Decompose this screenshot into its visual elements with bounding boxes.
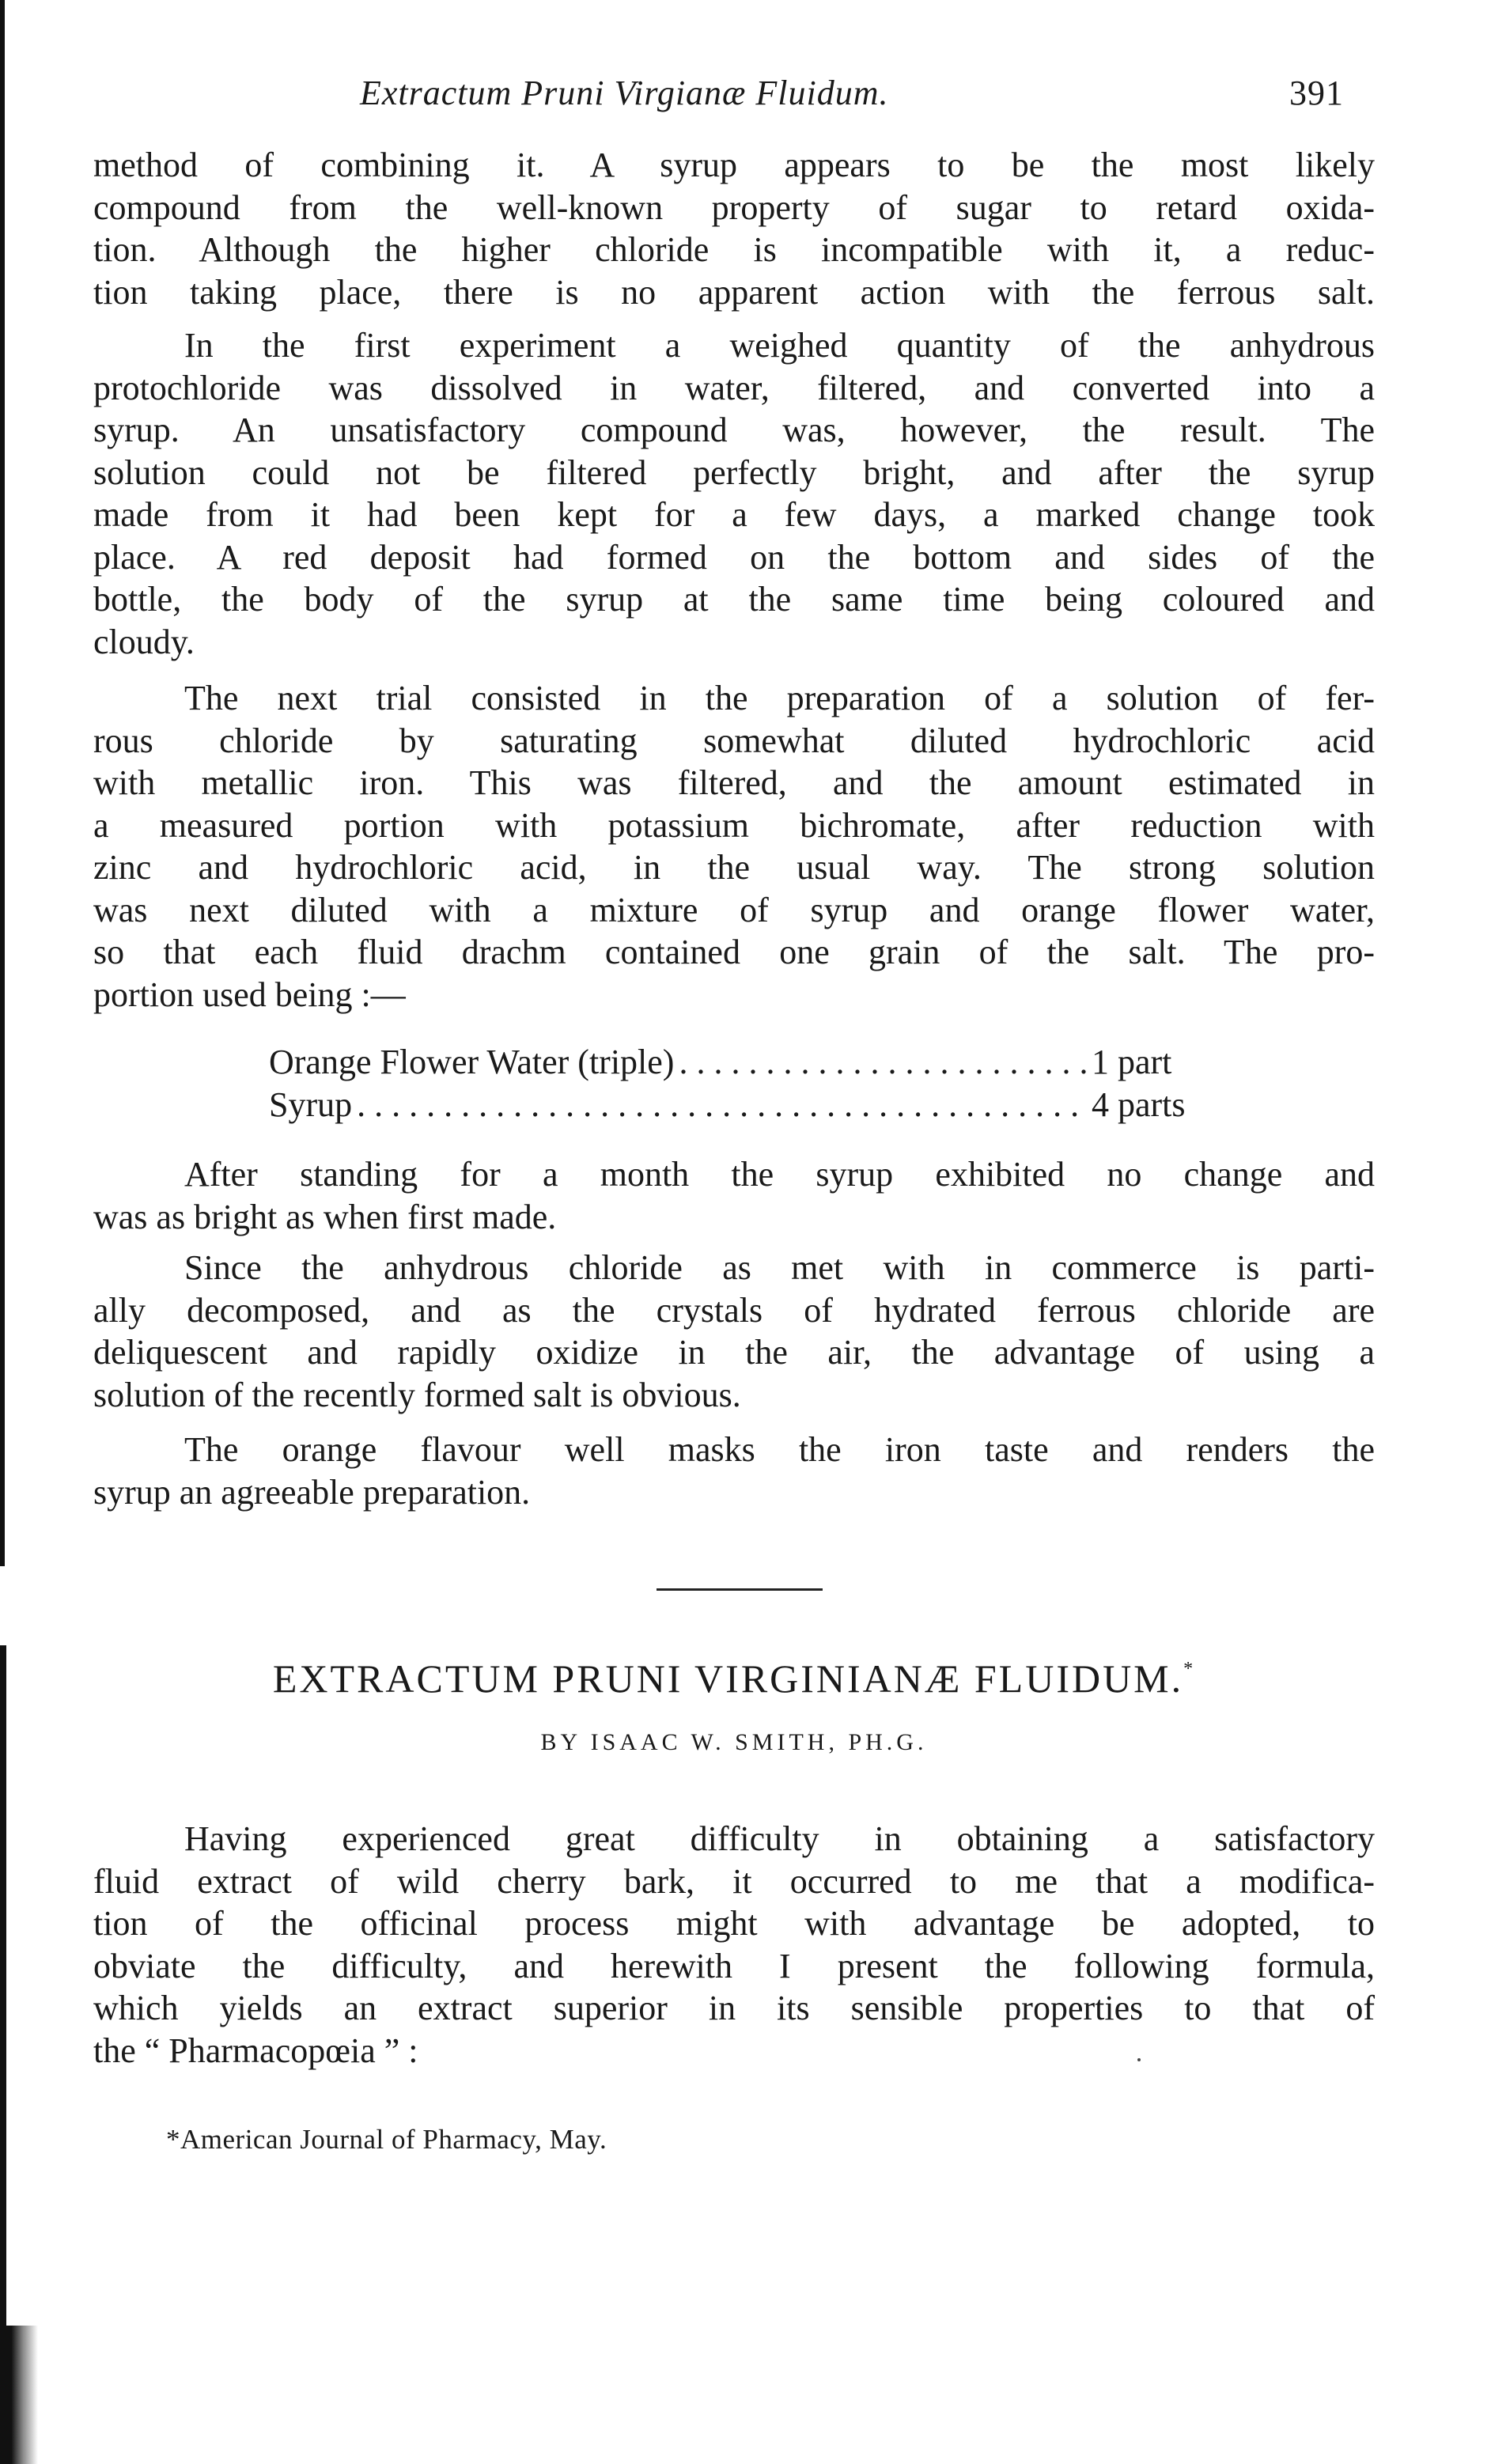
text-line: Since the anhydrous chloride as met with in commerce is parti- [184, 1248, 1375, 1287]
text-line: which yields an extract superior in its sensible properties to that of [93, 1989, 1375, 2027]
text-line: obviate the difficulty, and herewith I present the following formula, [93, 1946, 1375, 1985]
text-line: a measured portion with potassium bichromate, after reduction with [93, 805, 1375, 845]
text-line: tion. Although the higher chloride is incompatible with it, a reduc- [93, 230, 1375, 269]
proportion-row [269, 1041, 1226, 1084]
article-title [93, 1641, 1375, 1706]
stray-mark [1137, 2058, 1141, 2061]
text-line: solution could not be filtered perfectly bright, and after the syrup [93, 452, 1375, 492]
proportion-table [269, 1041, 1226, 1126]
text-line: The next trial consisted in the preparation of a solution of fer- [184, 679, 1375, 717]
ingredient-name: Syrup [269, 1084, 353, 1124]
scan-edge-blot [0, 2326, 38, 2464]
text-line: bottle, the body of the syrup at the same time being coloured and [93, 580, 1375, 619]
text-line: syrup. An unsatisfactory compound was, however, the result. The [93, 411, 1375, 449]
ingredient-name: Orange Flower Water (triple) [269, 1043, 675, 1081]
paragraph-4 [93, 1153, 1375, 1238]
ingredient-quantity: 4 parts [1092, 1084, 1186, 1124]
leader-dots [357, 1084, 1087, 1126]
text-line: syrup an agreeable preparation. [93, 1472, 531, 1512]
text-line: protochloride was dissolved in water, filtered, and converted into a [93, 368, 1375, 407]
ingredient-quantity: 1 part [1092, 1043, 1172, 1081]
text-line: ally decomposed, and as the crystals of hydrated ferrous chloride are [93, 1290, 1375, 1330]
text-line: The orange flavour well masks the iron taste and renders the [184, 1430, 1375, 1469]
text-line: cloudy. [93, 622, 195, 661]
text-line: deliquescent and rapidly oxidize in the air, the advantage of using a [93, 1333, 1375, 1372]
running-title: Extractum Pruni Virgianæ Fluidum. [360, 74, 889, 112]
paragraph-1 [93, 144, 1375, 313]
text-line: tion of the officinal process might with advantage be adopted, to [93, 1904, 1375, 1943]
text-line: In the first experiment a weighed quantity of the anhydrous [184, 326, 1375, 365]
page-number: 391 [1289, 74, 1344, 112]
text-line: method of combining it. A syrup appears to be the most likely [93, 146, 1375, 184]
section-divider [657, 1588, 823, 1591]
paragraph-2 [93, 324, 1375, 663]
scan-edge-top [0, 0, 5, 1566]
text-line: compound from the well-known property of sugar to retard oxida- [93, 187, 1375, 227]
text-line: place. A red deposit had formed on the bottom and sides of the [93, 537, 1375, 577]
text-line: so that each fluid drachm contained one grain of the salt. The pro- [93, 933, 1375, 971]
footnote: *American Journal of Pharmacy, May. [166, 2124, 607, 2155]
text-line: zinc and hydrochloric acid, in the usual way. The strong solution [93, 848, 1375, 887]
article-title-text: EXTRACTUM PRUNI VIRGINIANÆ FLUIDUM. [272, 1656, 1184, 1701]
text-line: After standing for a month the syrup exhibited no change and [184, 1155, 1375, 1194]
text-line: with metallic iron. This was filtered, and the amount estimated in [93, 763, 1375, 802]
leader-dots [679, 1041, 1087, 1084]
paragraph-3 [93, 677, 1375, 1016]
text-line: solution of the recently formed salt is obvious. [93, 1375, 741, 1414]
text-line: rous chloride by saturating somewhat diluted hydrochloric acid [93, 721, 1375, 760]
page-header [360, 70, 1388, 117]
paragraph-6 [93, 1429, 1375, 1513]
text-line: fluid extract of wild cherry bark, it occurred to me that a modifica- [93, 1861, 1375, 1901]
text-line: Having experienced great difficulty in obtaining a satisfactory [184, 1819, 1375, 1858]
text-line: made from it had been kept for a few days, a marked change took [93, 495, 1375, 534]
text-line: was next diluted with a mixture of syrup and orange flower water, [93, 890, 1375, 929]
text-line: the “ Pharmacopœia ” : [93, 2031, 418, 2070]
text-line: was as bright as when first made. [93, 1197, 557, 1236]
paragraph-5 [93, 1247, 1375, 1416]
text-line: portion used being :— [93, 975, 406, 1014]
text-line: tion taking place, there is no apparent action with the ferrous salt. [93, 272, 1375, 312]
byline: BY ISAAC W. SMITH, PH.G. [540, 1729, 928, 1755]
proportion-row [269, 1084, 1226, 1126]
footnote-marker: * [1183, 1659, 1196, 1679]
paragraph-7 [93, 1818, 1375, 2072]
